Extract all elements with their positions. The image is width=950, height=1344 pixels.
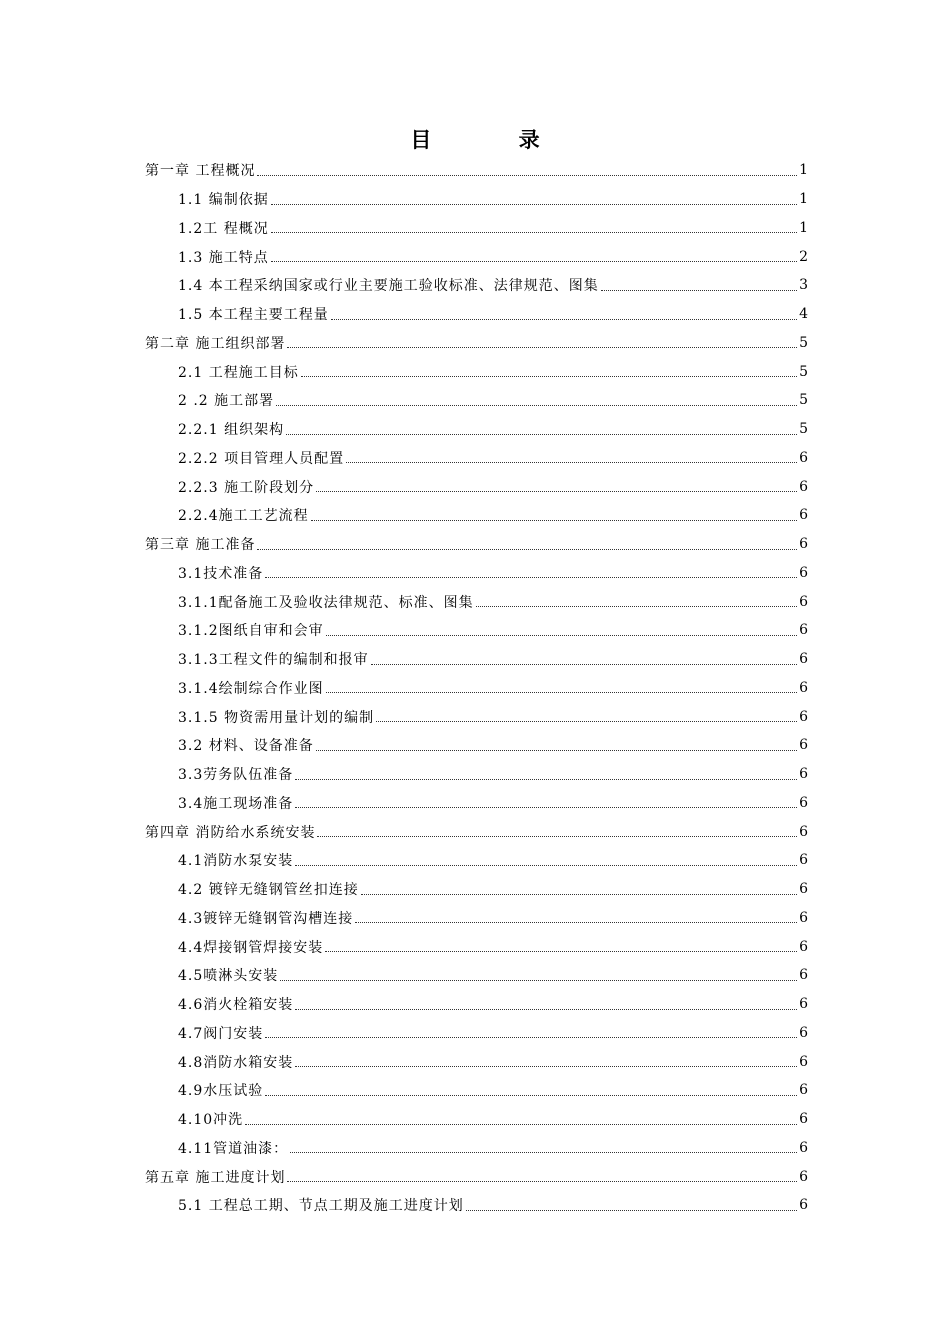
toc-section-entry[interactable]	[145, 185, 808, 214]
toc-entry-label: 5.1 工程总工期、节点工期及施工进度计划	[178, 1198, 464, 1215]
toc-page-number: 6	[799, 1197, 808, 1214]
toc-dot-leader	[476, 606, 797, 607]
toc-entry-label: 4.1消防水泵安装	[178, 853, 294, 870]
toc-dot-leader	[316, 491, 797, 492]
toc-dot-leader	[326, 635, 797, 636]
toc-dot-leader	[301, 376, 797, 377]
toc-section-entry[interactable]	[145, 587, 808, 616]
toc-section-entry[interactable]	[145, 357, 808, 386]
toc-dot-leader	[376, 721, 797, 722]
toc-entry-label: 1.1 编制依据	[178, 192, 269, 209]
toc-section-entry[interactable]	[145, 1105, 808, 1134]
toc-entry-label: 3.4施工现场准备	[178, 795, 294, 812]
toc-entry-label: 第一章 工程概况	[145, 163, 256, 180]
toc-page-number: 4	[799, 306, 808, 323]
toc-dot-leader	[295, 807, 797, 808]
toc-page-number: 6	[799, 651, 808, 668]
toc-page-number: 6	[799, 1168, 808, 1185]
toc-page-number: 1	[799, 219, 808, 236]
toc-entry-label: 1.5 本工程主要工程量	[178, 307, 329, 324]
page-title: 目 录	[410, 127, 580, 152]
toc-page-number: 5	[799, 421, 808, 438]
toc-dot-leader	[257, 549, 797, 550]
toc-chapter-entry[interactable]	[145, 817, 808, 846]
toc-entry-label: 2.2.4施工工艺流程	[178, 508, 309, 525]
toc-dot-leader	[265, 1037, 797, 1038]
toc-entry-label: 3.1.5 物资需用量计划的编制	[178, 709, 375, 726]
toc-dot-leader	[317, 836, 797, 837]
toc-page-number: 6	[799, 1111, 808, 1128]
toc-section-entry[interactable]	[145, 1019, 808, 1048]
toc-page-number: 6	[799, 622, 808, 639]
toc-page-number: 6	[799, 794, 808, 811]
toc-page-number: 6	[799, 593, 808, 610]
toc-dot-leader	[271, 204, 797, 205]
toc-entry-label: 3.2 材料、设备准备	[178, 738, 314, 755]
toc-entry-label: 2 .2 施工部署	[178, 393, 275, 410]
toc-dot-leader	[271, 232, 797, 233]
toc-dot-leader	[257, 175, 797, 176]
toc-page-number: 3	[799, 277, 808, 294]
toc-dot-leader	[316, 750, 797, 751]
toc-entry-label: 4.7阀门安装	[178, 1025, 264, 1042]
toc-entry-label: 2.2.3 施工阶段划分	[178, 479, 315, 496]
toc-section-entry[interactable]	[145, 731, 808, 760]
toc-entry-label: 第四章 消防给水系统安装	[145, 824, 316, 841]
toc-dot-leader	[371, 664, 797, 665]
toc-section-entry[interactable]	[145, 702, 808, 731]
toc-entry-label: 3.1.2图纸自审和会审	[178, 623, 324, 640]
toc-page-number: 6	[799, 737, 808, 754]
toc-page-number: 6	[799, 536, 808, 553]
toc-dot-leader	[295, 1009, 797, 1010]
toc-page-number: 6	[799, 1053, 808, 1070]
toc-dot-leader	[265, 1095, 797, 1096]
toc-dot-leader	[295, 865, 797, 866]
toc-dot-leader	[245, 1124, 797, 1125]
toc-section-entry[interactable]	[145, 760, 808, 789]
toc-section-entry[interactable]	[145, 1134, 808, 1163]
toc-entry-label: 1.4 本工程采纳国家或行业主要施工验收标准、法律规范、图集	[178, 278, 599, 295]
toc-page-number: 6	[799, 1024, 808, 1041]
toc-entry-label: 4.9水压试验	[178, 1083, 264, 1100]
toc-chapter-entry[interactable]	[145, 329, 808, 358]
toc-entry-label: 第三章 施工准备	[145, 537, 256, 554]
toc-section-entry[interactable]	[145, 990, 808, 1019]
toc-section-entry[interactable]	[145, 674, 808, 703]
toc-section-entry[interactable]	[145, 846, 808, 875]
toc-section-entry[interactable]	[145, 932, 808, 961]
toc-entry-label: 4.3镀锌无缝钢管沟槽连接	[178, 910, 354, 927]
toc-page-number: 5	[799, 363, 808, 380]
toc-page-number: 6	[799, 679, 808, 696]
toc-section-entry[interactable]	[145, 271, 808, 300]
toc-entry-label: 4.2 镀锌无缝钢管丝扣连接	[178, 882, 359, 899]
toc-dot-leader	[290, 1152, 797, 1153]
toc-dot-leader	[355, 922, 797, 923]
toc-dot-leader	[311, 520, 797, 521]
toc-dot-leader	[346, 462, 797, 463]
toc-section-entry[interactable]	[145, 1191, 808, 1220]
toc-page-number: 6	[799, 449, 808, 466]
toc-page-number: 5	[799, 392, 808, 409]
toc-section-entry[interactable]	[145, 559, 808, 588]
toc-dot-leader	[295, 779, 797, 780]
toc-page-number: 2	[799, 248, 808, 265]
toc-dot-leader	[361, 894, 797, 895]
toc-section-entry[interactable]	[145, 386, 808, 415]
toc-entry-label: 3.1.1配备施工及验收法律规范、标准、图集	[178, 594, 474, 611]
toc-dot-leader	[276, 405, 797, 406]
table-of-contents	[145, 156, 808, 1220]
toc-section-entry[interactable]	[145, 1047, 808, 1076]
toc-dot-leader	[280, 980, 797, 981]
toc-section-entry[interactable]	[145, 501, 808, 530]
toc-page-number: 1	[799, 162, 808, 179]
toc-entry-label: 2.2.1 组织架构	[178, 422, 285, 439]
toc-section-entry[interactable]	[145, 415, 808, 444]
toc-entry-label: 第二章 施工组织部署	[145, 335, 286, 352]
toc-dot-leader	[286, 434, 797, 435]
toc-dot-leader	[601, 290, 797, 291]
toc-page-number: 6	[799, 823, 808, 840]
toc-entry-label: 4.10冲洗	[178, 1112, 244, 1129]
toc-entry-label: 4.5喷淋头安装	[178, 968, 279, 985]
toc-page-number: 1	[799, 191, 808, 208]
toc-entry-label: 2.1 工程施工目标	[178, 364, 299, 381]
toc-page-number: 6	[799, 708, 808, 725]
toc-page-number: 6	[799, 507, 808, 524]
toc-dot-leader	[287, 1181, 797, 1182]
toc-entry-label: 第五章 施工进度计划	[145, 1169, 286, 1186]
toc-entry-label: 4.8消防水箱安装	[178, 1054, 294, 1071]
toc-entry-label: 3.1.3工程文件的编制和报审	[178, 652, 369, 669]
toc-page-number: 6	[799, 766, 808, 783]
toc-section-entry[interactable]	[145, 300, 808, 329]
toc-section-entry[interactable]	[145, 444, 808, 473]
toc-dot-leader	[287, 347, 797, 348]
toc-page-number: 6	[799, 852, 808, 869]
toc-page-number: 6	[799, 967, 808, 984]
toc-entry-label: 1.2工 程概况	[178, 220, 269, 237]
toc-section-entry[interactable]	[145, 472, 808, 501]
toc-chapter-entry[interactable]	[145, 156, 808, 185]
toc-entry-label: 3.1.4绘制综合作业图	[178, 680, 324, 697]
toc-section-entry[interactable]	[145, 1076, 808, 1105]
toc-page-number: 6	[799, 478, 808, 495]
toc-entry-label: 4.11管道油漆：	[178, 1140, 289, 1157]
toc-entry-label: 3.1技术准备	[178, 565, 264, 582]
toc-entry-label: 1.3 施工特点	[178, 249, 269, 266]
toc-entry-label: 2.2.2 项目管理人员配置	[178, 450, 345, 467]
toc-section-entry[interactable]	[145, 875, 808, 904]
toc-chapter-entry[interactable]	[145, 530, 808, 559]
toc-page-number: 6	[799, 1139, 808, 1156]
toc-section-entry[interactable]	[145, 961, 808, 990]
toc-page-number: 6	[799, 564, 808, 581]
toc-entry-label: 4.4焊接钢管焊接安装	[178, 939, 324, 956]
toc-entry-label: 4.6消火栓箱安装	[178, 997, 294, 1014]
toc-section-entry[interactable]	[145, 616, 808, 645]
toc-dot-leader	[295, 1066, 797, 1067]
toc-page-number: 6	[799, 909, 808, 926]
toc-dot-leader	[325, 951, 797, 952]
toc-page-number: 6	[799, 938, 808, 955]
toc-dot-leader	[331, 319, 797, 320]
toc-entry-label: 3.3劳务队伍准备	[178, 767, 294, 784]
toc-section-entry[interactable]	[145, 789, 808, 818]
toc-chapter-entry[interactable]	[145, 1162, 808, 1191]
toc-section-entry[interactable]	[145, 645, 808, 674]
toc-dot-leader	[271, 261, 797, 262]
toc-page-number: 6	[799, 996, 808, 1013]
toc-dot-leader	[265, 577, 797, 578]
toc-page-number: 6	[799, 1082, 808, 1099]
toc-dot-leader	[326, 692, 797, 693]
toc-section-entry[interactable]	[145, 214, 808, 243]
toc-section-entry[interactable]	[145, 242, 808, 271]
toc-section-entry[interactable]	[145, 904, 808, 933]
toc-dot-leader	[466, 1210, 797, 1211]
toc-page-number: 6	[799, 881, 808, 898]
toc-page-number: 5	[799, 334, 808, 351]
